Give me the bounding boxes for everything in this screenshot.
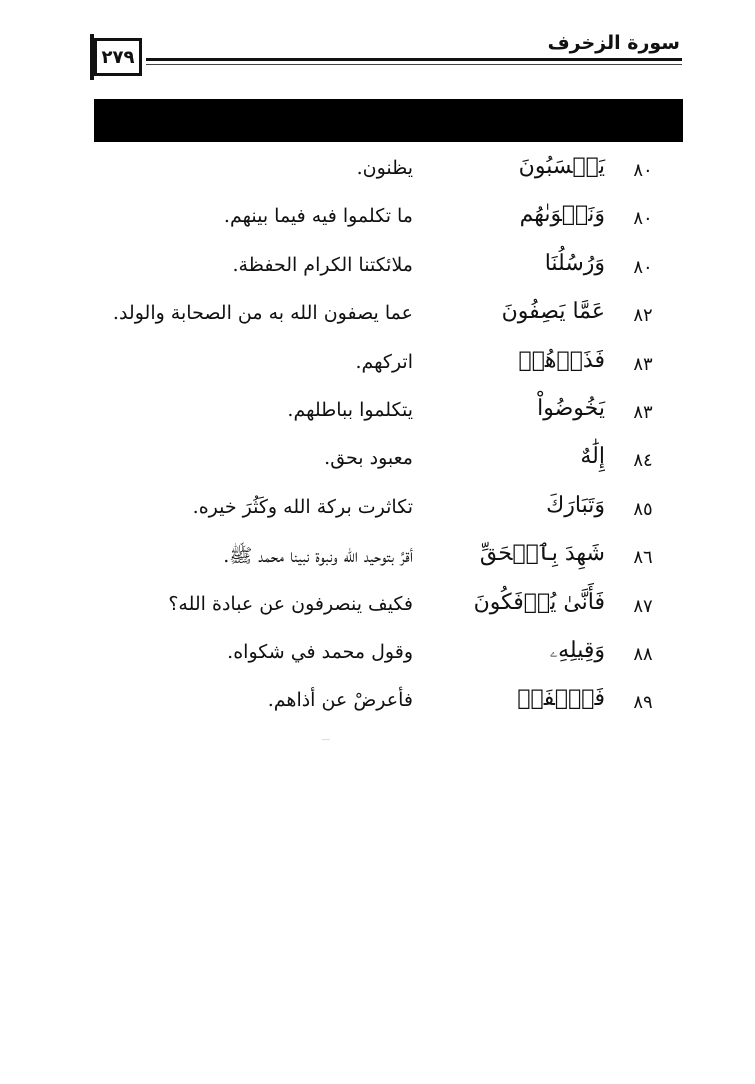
list-item bbox=[94, 440, 683, 488]
quran-word: وَتَبَارَكَ bbox=[546, 492, 605, 518]
verse-number: ٨٣ bbox=[633, 353, 653, 375]
word-meaning: وقول محمد في شكواه. bbox=[227, 640, 413, 663]
surah-title: سورة الزخرف bbox=[547, 32, 680, 54]
quran-word: عَمَّا يَصِفُونَ bbox=[501, 299, 605, 325]
quran-word: إِلَٰهٌ bbox=[580, 444, 605, 470]
header-rule-thin bbox=[146, 64, 682, 65]
list-item bbox=[94, 392, 683, 440]
list-item bbox=[94, 198, 683, 246]
header-band bbox=[94, 99, 683, 142]
word-meaning: فكيف ينصرفون عن عبادة الله؟ bbox=[168, 592, 413, 615]
quran-word: فَأَنَّىٰ يُؤۡفَكُونَ bbox=[473, 589, 605, 615]
list-item bbox=[94, 634, 683, 682]
header-rule bbox=[146, 58, 682, 61]
word-meaning: أقرَّ بتوحيد الله ونبوة نبينا محمد ﷺ. bbox=[223, 545, 413, 568]
verse-number: ٨٠ bbox=[633, 160, 653, 181]
word-meaning: يظنون. bbox=[356, 157, 413, 179]
word-meaning: فأعرضْ عن أذاهم. bbox=[267, 689, 413, 712]
verse-number: ٨٤ bbox=[633, 450, 653, 472]
list-item bbox=[94, 150, 683, 198]
quran-word: شَهِدَ بِٱلۡحَقِّ bbox=[479, 541, 605, 567]
list-item bbox=[94, 295, 683, 343]
list-item bbox=[94, 489, 683, 537]
verse-number: ٨٢ bbox=[633, 305, 653, 327]
word-meaning: ما تكلموا فيه فيما بينهم. bbox=[223, 205, 413, 228]
list-item bbox=[94, 247, 683, 295]
word-meaning: ملائكتنا الكرام الحفظة. bbox=[232, 253, 413, 276]
verse-number: ٨٣ bbox=[633, 401, 653, 423]
verse-number: ٨٦ bbox=[633, 547, 653, 569]
list-item bbox=[94, 344, 683, 392]
page-header bbox=[88, 28, 682, 80]
word-meaning: عما يصفون الله به من الصحابة والولد. bbox=[112, 302, 413, 325]
quran-word: يَخُوضُواْ bbox=[537, 395, 605, 421]
quran-word: وَرُسُلُنَا bbox=[544, 250, 605, 276]
page-mark bbox=[322, 739, 330, 740]
word-meaning: اتركهم. bbox=[355, 350, 413, 373]
word-meaning: تكاثرت بركة الله وكَثُرَ خيره. bbox=[192, 495, 413, 518]
quran-word: وَقِيلِهِۦ bbox=[549, 637, 605, 663]
word-meaning: معبود بحق. bbox=[324, 447, 413, 470]
quran-word: يَحۡسَبُونَ bbox=[518, 154, 605, 179]
verse-number: ٨٠ bbox=[633, 256, 653, 278]
word-meaning: يتكلموا بباطلهم. bbox=[287, 398, 413, 421]
quran-word: فَذَرۡهُمۡ bbox=[518, 347, 605, 373]
verse-number: ٨٧ bbox=[633, 595, 653, 617]
quran-word: وَنَجۡوَىٰهُم bbox=[519, 202, 605, 228]
verse-number: ٨٥ bbox=[633, 498, 653, 520]
list-item bbox=[94, 537, 683, 585]
verse-number: ٨٩ bbox=[633, 692, 653, 714]
list-item bbox=[94, 586, 683, 634]
verse-number: ٨٠ bbox=[633, 208, 653, 230]
verse-number: ٨٨ bbox=[633, 643, 653, 665]
page-number: ٢٧٩ bbox=[94, 38, 142, 76]
quran-word: فَٱصۡفَحۡ bbox=[517, 686, 605, 712]
list-item bbox=[94, 682, 683, 730]
vocabulary-list bbox=[94, 150, 683, 731]
